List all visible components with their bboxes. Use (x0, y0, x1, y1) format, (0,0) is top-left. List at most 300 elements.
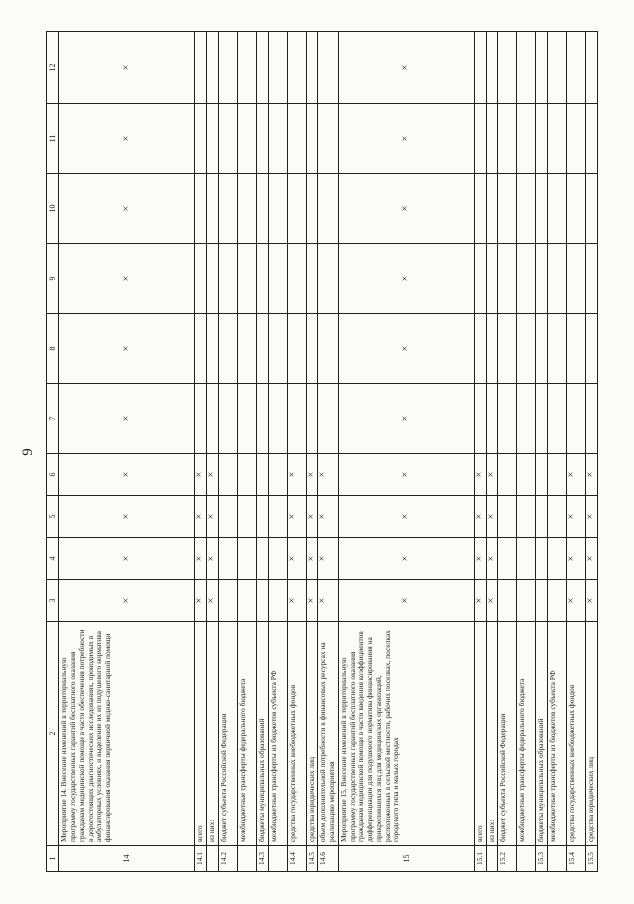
value-cell (474, 32, 486, 104)
column-header: 11 (47, 104, 59, 174)
table-body (59, 32, 597, 872)
value-cell (59, 104, 195, 174)
value-cell (268, 384, 287, 454)
cross-mark: × (206, 471, 218, 478)
value-cell (237, 454, 256, 496)
cross-mark: × (317, 471, 329, 478)
value-cell (195, 384, 207, 454)
value-cell (318, 174, 338, 244)
cross-mark: × (305, 513, 317, 520)
cross-mark: × (120, 275, 132, 282)
value-cell (498, 538, 517, 580)
value-cell (567, 454, 586, 496)
row-number: 15.1 (474, 846, 486, 872)
value-cell (59, 580, 195, 622)
value-cell (256, 454, 268, 496)
row-label: межбюджетные трансферты из бюджетов субъекта РФ (268, 622, 287, 846)
value-cell (536, 314, 548, 384)
table-row (567, 32, 586, 872)
value-cell (218, 174, 237, 244)
value-cell (498, 314, 517, 384)
value-cell (237, 496, 256, 538)
cross-mark: × (120, 64, 132, 71)
cross-mark: × (400, 597, 412, 604)
value-cell (59, 314, 195, 384)
value-cell (195, 32, 207, 104)
cross-mark: × (194, 513, 206, 520)
value-cell (498, 384, 517, 454)
value-cell (548, 244, 567, 314)
row-label: средства государственных внебюджетных фондов (287, 622, 306, 846)
table-row (218, 32, 237, 872)
value-cell (207, 314, 219, 384)
value-cell (338, 244, 474, 314)
value-cell (536, 384, 548, 454)
value-cell (306, 384, 318, 454)
row-number: 14.6 (318, 846, 338, 872)
value-cell (536, 174, 548, 244)
value-cell (486, 314, 498, 384)
cross-mark: × (585, 513, 597, 520)
cross-mark: × (206, 513, 218, 520)
value-cell (287, 538, 306, 580)
table-row (474, 32, 486, 872)
table-row (237, 32, 256, 872)
measures-table (46, 31, 598, 872)
value-cell (567, 496, 586, 538)
cross-mark: × (286, 555, 298, 562)
cross-mark: × (194, 471, 206, 478)
value-cell (536, 580, 548, 622)
page-number: 9 (20, 448, 36, 456)
value-cell (548, 104, 567, 174)
cross-mark: × (473, 555, 485, 562)
value-cell (474, 496, 486, 538)
value-cell (548, 384, 567, 454)
value-cell (318, 244, 338, 314)
row-label: межбюджетные трансферты федерального бюджета (237, 622, 256, 846)
value-cell (237, 384, 256, 454)
value-cell (195, 244, 207, 314)
row-number (237, 846, 256, 872)
value-cell (318, 580, 338, 622)
value-cell (548, 314, 567, 384)
cross-mark: × (485, 513, 497, 520)
value-cell (536, 32, 548, 104)
value-cell (586, 538, 598, 580)
value-cell (486, 538, 498, 580)
value-cell (268, 32, 287, 104)
row-number: 14.2 (218, 846, 237, 872)
value-cell (586, 244, 598, 314)
value-cell (486, 496, 498, 538)
row-label: средства юридических лиц (306, 622, 318, 846)
cross-mark: × (400, 345, 412, 352)
column-header: 5 (47, 496, 59, 538)
value-cell (195, 454, 207, 496)
value-cell (536, 104, 548, 174)
value-cell (517, 314, 536, 384)
value-cell (306, 174, 318, 244)
value-cell (207, 496, 219, 538)
cross-mark: × (120, 205, 132, 212)
table-row (548, 32, 567, 872)
value-cell (195, 496, 207, 538)
value-cell (517, 454, 536, 496)
value-cell (486, 174, 498, 244)
column-number-row (47, 32, 59, 872)
value-cell (536, 496, 548, 538)
value-cell (306, 32, 318, 104)
cross-mark: × (286, 513, 298, 520)
table-row (498, 32, 517, 872)
cross-mark: × (120, 597, 132, 604)
value-cell (517, 384, 536, 454)
cross-mark: × (400, 415, 412, 422)
row-label: средства юридических лиц (586, 622, 598, 846)
column-header: 4 (47, 538, 59, 580)
value-cell (474, 538, 486, 580)
table-row (486, 32, 498, 872)
value-cell (498, 104, 517, 174)
value-cell (287, 104, 306, 174)
row-label: межбюджетные трансферты федерального бюджета (517, 622, 536, 846)
value-cell (338, 580, 474, 622)
table-row (338, 32, 474, 872)
cross-mark: × (317, 555, 329, 562)
value-cell (237, 244, 256, 314)
value-cell (268, 314, 287, 384)
value-cell (498, 496, 517, 538)
value-cell (218, 538, 237, 580)
column-header: 12 (47, 32, 59, 104)
value-cell (318, 314, 338, 384)
value-cell (268, 174, 287, 244)
value-cell (195, 580, 207, 622)
value-cell (586, 174, 598, 244)
value-cell (287, 32, 306, 104)
cross-mark: × (120, 513, 132, 520)
row-number: 15.4 (567, 846, 586, 872)
table-row (195, 32, 207, 872)
cross-mark: × (120, 415, 132, 422)
value-cell (237, 32, 256, 104)
value-cell (207, 384, 219, 454)
column-header: 10 (47, 174, 59, 244)
row-label: средства государственных внебюджетных фондов (567, 622, 586, 846)
value-cell (218, 244, 237, 314)
table-row (306, 32, 318, 872)
cross-mark: × (317, 513, 329, 520)
column-header: 9 (47, 244, 59, 314)
value-cell (474, 104, 486, 174)
value-cell (338, 384, 474, 454)
value-cell (486, 580, 498, 622)
value-cell (498, 454, 517, 496)
value-cell (498, 174, 517, 244)
value-cell (586, 384, 598, 454)
value-cell (567, 174, 586, 244)
table-row (517, 32, 536, 872)
row-number: 14.1 (195, 846, 207, 872)
value-cell (338, 496, 474, 538)
value-cell (498, 32, 517, 104)
value-cell (195, 174, 207, 244)
value-cell (207, 104, 219, 174)
table-row (256, 32, 268, 872)
cross-mark: × (286, 597, 298, 604)
value-cell (474, 244, 486, 314)
value-cell (59, 32, 195, 104)
cross-mark: × (194, 555, 206, 562)
column-header: 1 (47, 846, 59, 872)
value-cell (306, 104, 318, 174)
value-cell (548, 32, 567, 104)
value-cell (195, 538, 207, 580)
cross-mark: × (566, 597, 578, 604)
value-cell (517, 538, 536, 580)
row-number (268, 846, 287, 872)
cross-mark: × (206, 597, 218, 604)
value-cell (195, 104, 207, 174)
cross-mark: × (317, 597, 329, 604)
value-cell (256, 496, 268, 538)
value-cell (338, 454, 474, 496)
value-cell (338, 538, 474, 580)
table-row (536, 32, 548, 872)
cross-mark: × (400, 64, 412, 71)
cross-mark: × (194, 597, 206, 604)
value-cell (306, 496, 318, 538)
row-number: 14.4 (287, 846, 306, 872)
cross-mark: × (585, 597, 597, 604)
cross-mark: × (485, 471, 497, 478)
cross-mark: × (585, 471, 597, 478)
row-label: бюджет субъекта Российской Федерации (218, 622, 237, 846)
value-cell (586, 454, 598, 496)
value-cell (59, 174, 195, 244)
cross-mark: × (120, 471, 132, 478)
value-cell (567, 32, 586, 104)
value-cell (256, 580, 268, 622)
value-cell (536, 244, 548, 314)
table-row (586, 32, 598, 872)
row-number: 15.2 (498, 846, 517, 872)
value-cell (237, 580, 256, 622)
value-cell (474, 580, 486, 622)
cross-mark: × (473, 597, 485, 604)
row-number: 15 (338, 846, 474, 872)
row-label: бюджет субъекта Российской Федерации (498, 622, 517, 846)
row-label: межбюджетные трансферты из бюджетов субъекта РФ (548, 622, 567, 846)
value-cell (474, 174, 486, 244)
value-cell (306, 538, 318, 580)
value-cell (59, 496, 195, 538)
table-row (207, 32, 219, 872)
value-cell (486, 454, 498, 496)
value-cell (207, 454, 219, 496)
value-cell (237, 314, 256, 384)
value-cell (517, 104, 536, 174)
table-row (268, 32, 287, 872)
value-cell (586, 496, 598, 538)
value-cell (59, 538, 195, 580)
value-cell (218, 32, 237, 104)
value-cell (59, 244, 195, 314)
value-cell (256, 32, 268, 104)
value-cell (548, 538, 567, 580)
value-cell (218, 580, 237, 622)
value-cell (306, 314, 318, 384)
value-cell (338, 174, 474, 244)
column-header: 2 (47, 622, 59, 846)
row-number: 15.5 (586, 846, 598, 872)
value-cell (287, 244, 306, 314)
value-cell (548, 454, 567, 496)
row-label: из них: (207, 622, 219, 846)
value-cell (318, 32, 338, 104)
value-cell (218, 104, 237, 174)
value-cell (256, 174, 268, 244)
row-label: Мероприятие 15. Внесение изменений в территориальную программу государственных гарантий бесплатного оказания гражданам медицинской помощи в части введения коэффициентов дифференциации для подушевого норматива финансирования на прикрепившихся лиц для медицинских организаций, расположенных в сельской местности, рабочих поселках, поселках городского типа и малых городах (338, 622, 474, 846)
value-cell (318, 496, 338, 538)
row-number (548, 846, 567, 872)
cross-mark: × (120, 555, 132, 562)
value-cell (268, 104, 287, 174)
cross-mark: × (566, 513, 578, 520)
value-cell (474, 384, 486, 454)
value-cell (256, 314, 268, 384)
value-cell (59, 384, 195, 454)
value-cell (268, 538, 287, 580)
value-cell (268, 580, 287, 622)
cross-mark: × (120, 345, 132, 352)
value-cell (517, 496, 536, 538)
cross-mark: × (400, 471, 412, 478)
value-cell (256, 104, 268, 174)
scanned-page (8, 18, 598, 886)
row-number: 15.3 (536, 846, 548, 872)
row-label: всего (474, 622, 486, 846)
cross-mark: × (485, 555, 497, 562)
cross-mark: × (206, 555, 218, 562)
value-cell (195, 314, 207, 384)
value-cell (306, 244, 318, 314)
cross-mark: × (566, 555, 578, 562)
row-number (207, 846, 219, 872)
value-cell (287, 314, 306, 384)
value-cell (486, 384, 498, 454)
cross-mark: × (400, 513, 412, 520)
value-cell (318, 104, 338, 174)
value-cell (486, 244, 498, 314)
row-label: из них: (486, 622, 498, 846)
cross-mark: × (400, 275, 412, 282)
row-label: Мероприятие 14. Внесение изменений в территориальную программу государственных гарантий бесплатного оказания гражданам медицинской помощи в части обеспечения потребности в дорогостоящих диагностических исследованиях, проводимых в амбулаторных условиях, и выделение их из подушевого норматива финансирования оказания первичной медико-санитарной помощи (59, 622, 195, 846)
value-cell (586, 104, 598, 174)
value-cell (207, 244, 219, 314)
value-cell (567, 104, 586, 174)
value-cell (586, 32, 598, 104)
cross-mark: × (566, 471, 578, 478)
value-cell (548, 174, 567, 244)
value-cell (318, 384, 338, 454)
value-cell (567, 384, 586, 454)
row-number: 14.3 (256, 846, 268, 872)
value-cell (218, 454, 237, 496)
value-cell (586, 580, 598, 622)
cross-mark: × (286, 471, 298, 478)
value-cell (256, 244, 268, 314)
value-cell (338, 32, 474, 104)
value-cell (517, 244, 536, 314)
value-cell (548, 496, 567, 538)
cross-mark: × (120, 135, 132, 142)
value-cell (256, 384, 268, 454)
table-row (318, 32, 338, 872)
value-cell (338, 314, 474, 384)
value-cell (268, 244, 287, 314)
value-cell (498, 580, 517, 622)
cross-mark: × (400, 135, 412, 142)
column-header: 7 (47, 384, 59, 454)
value-cell (218, 314, 237, 384)
value-cell (536, 538, 548, 580)
row-label: бюджеты муниципальных образований (536, 622, 548, 846)
row-number (486, 846, 498, 872)
cross-mark: × (305, 471, 317, 478)
value-cell (536, 454, 548, 496)
value-cell (517, 174, 536, 244)
value-cell (218, 496, 237, 538)
cross-mark: × (305, 555, 317, 562)
value-cell (486, 104, 498, 174)
value-cell (207, 538, 219, 580)
value-cell (59, 454, 195, 496)
column-header: 3 (47, 580, 59, 622)
value-cell (287, 580, 306, 622)
table-row (287, 32, 306, 872)
value-cell (486, 32, 498, 104)
row-number: 14 (59, 846, 195, 872)
value-cell (237, 104, 256, 174)
value-cell (474, 314, 486, 384)
cross-mark: × (400, 555, 412, 562)
value-cell (306, 454, 318, 496)
value-cell (517, 32, 536, 104)
cross-mark: × (400, 205, 412, 212)
value-cell (256, 538, 268, 580)
column-header: 6 (47, 454, 59, 496)
value-cell (287, 384, 306, 454)
cross-mark: × (473, 513, 485, 520)
row-label: объем дополнительной потребности в финансовых ресурсах на реализацию мероприятия (318, 622, 338, 846)
value-cell (338, 104, 474, 174)
row-label: бюджеты муниципальных образований (256, 622, 268, 846)
value-cell (567, 580, 586, 622)
value-cell (474, 454, 486, 496)
row-number: 14.5 (306, 846, 318, 872)
value-cell (268, 496, 287, 538)
row-number (517, 846, 536, 872)
value-cell (567, 314, 586, 384)
value-cell (567, 538, 586, 580)
value-cell (567, 244, 586, 314)
value-cell (287, 454, 306, 496)
value-cell (306, 580, 318, 622)
value-cell (548, 580, 567, 622)
value-cell (237, 174, 256, 244)
